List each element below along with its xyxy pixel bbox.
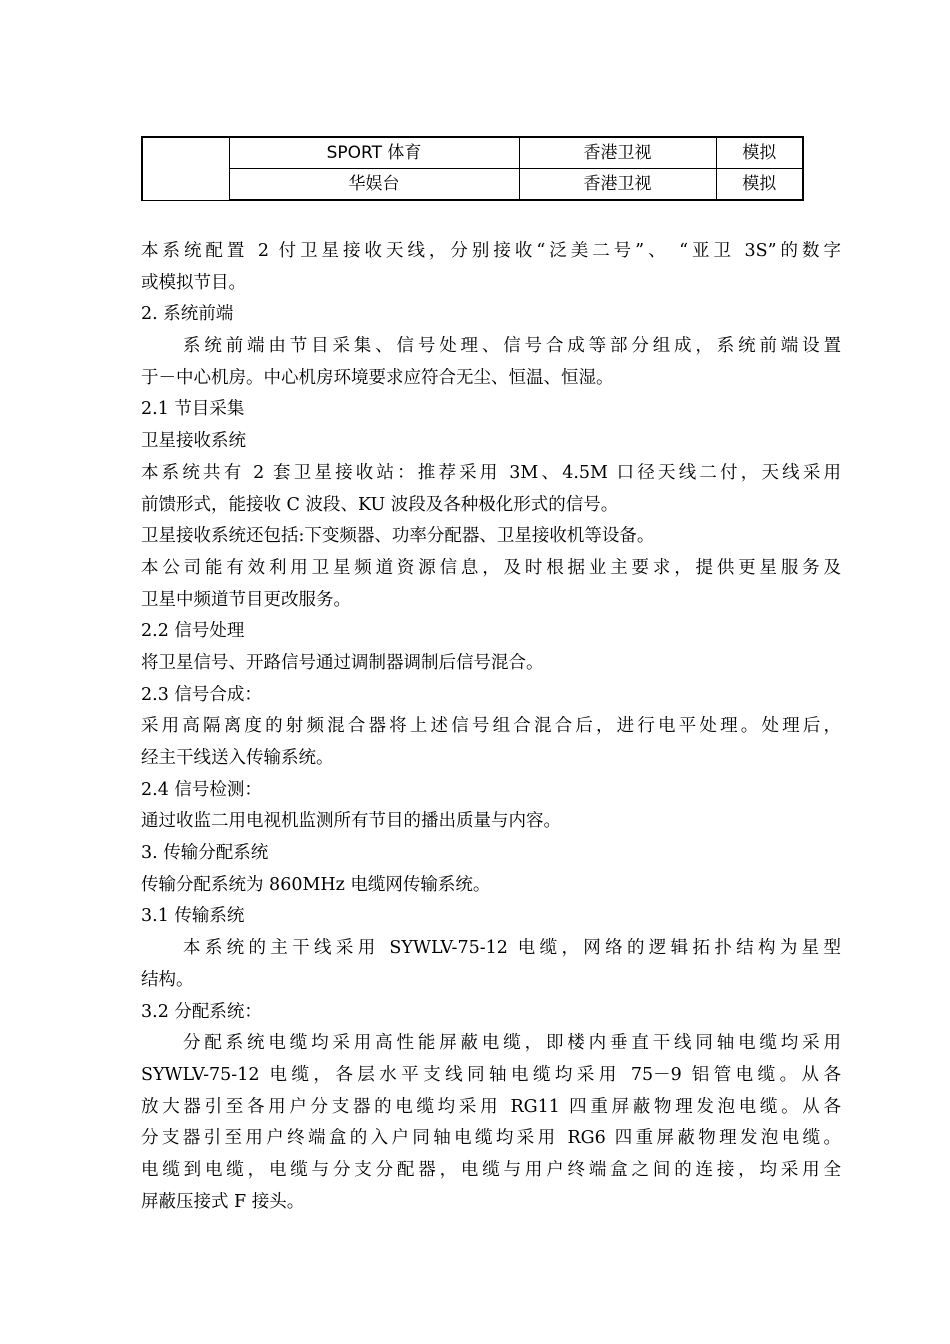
table-cell-channel: SPORT 体育: [229, 137, 519, 169]
table-cell-source: 香港卫视: [519, 169, 716, 201]
text-line: 本公司能有效利用卫星频道资源信息，及时根据业主要求，提供更星服务及: [141, 557, 841, 578]
text-line: 3. 传输分配系统: [141, 843, 269, 864]
text-line: 2. 系统前端: [141, 304, 234, 325]
text-line: 卫星中频道节目更改服务。: [141, 589, 351, 610]
table-row: [142, 169, 803, 201]
text-line: 本系统配置 2 付卫星接收天线，分别接收“泛美二号”、 “亚卫 3S”的数字: [141, 241, 841, 261]
text-line: 前馈形式，能接收 C 波段、KU 波段及各种极化形式的信号。: [141, 494, 619, 515]
table-cell-format: 模拟: [716, 137, 803, 169]
channel-table: [141, 136, 804, 201]
text-line: 将卫星信号、开路信号通过调制器调制后信号混合。: [141, 652, 544, 673]
text-line: 或模拟节目。: [141, 272, 246, 293]
text-line: 于－中心机房。中心机房环境要求应符合无尘、恒温、恒湿。: [141, 367, 614, 388]
table-row: [142, 137, 803, 169]
text-line: 采用高隔离度的射频混合器将上述信号组合混合后，进行电平处理。处理后，: [141, 716, 841, 737]
text-line: 结构。: [141, 969, 194, 990]
table-merged-cell: [142, 137, 229, 200]
text-line: 3.2 分配系统：: [141, 1001, 262, 1022]
table-cell-format: 模拟: [716, 169, 803, 201]
text-line: 分配系统电缆均采用高性能屏蔽电缆，即楼内垂直干线同轴电缆均采用: [183, 1033, 841, 1054]
text-line: 2.1 节目采集: [141, 399, 245, 420]
text-line: 系统前端由节目采集、信号处理、信号合成等部分组成，系统前端设置: [183, 336, 841, 357]
text-line: 卫星接收系统: [141, 431, 246, 452]
text-line: 电缆到电缆，电缆与分支分配器，电缆与用户终端盒之间的连接，均采用全: [141, 1159, 841, 1180]
table-cell-source: 香港卫视: [519, 137, 716, 169]
text-line: 卫星接收系统还包括:下变频器、功率分配器、卫星接收机等设备。: [141, 526, 655, 547]
text-line: 3.1 传输系统: [141, 906, 245, 927]
text-line: SYWLV-75-12 电缆，各层水平支线同轴电缆均采用 75－9 铝管电缆。从各: [141, 1064, 841, 1085]
text-line: 经主干线送入传输系统。: [141, 748, 334, 768]
text-line: 传输分配系统为 860MHz 电缆网传输系统。: [141, 874, 491, 895]
text-line: 分支器引至用户终端盒的入户同轴电缆均采用 RG6 四重屏蔽物理发泡电缆。: [141, 1128, 841, 1149]
text-line: 2.3 信号合成：: [141, 684, 262, 705]
text-line: 本系统的主干线采用 SYWLV-75-12 电缆，网络的逻辑拓扑结构为星型: [183, 938, 841, 959]
text-line: 本系统共有 2 套卫星接收站：推荐采用 3M、4.5M 口径天线二付，天线采用: [141, 462, 841, 483]
text-line: 屏蔽压接式 F 接头。: [141, 1191, 305, 1212]
text-line: 放大器引至各用户分支器的电缆均采用 RG11 四重屏蔽物理发泡电缆。从各: [141, 1096, 841, 1117]
body-text: [141, 236, 841, 1218]
text-line: 通过收监二用电视机监测所有节目的播出质量与内容。: [141, 811, 561, 832]
table-cell-channel: 华娱台: [229, 169, 519, 201]
text-line: 2.4 信号检测：: [141, 779, 262, 800]
text-line: 2.2 信号处理: [141, 621, 245, 642]
